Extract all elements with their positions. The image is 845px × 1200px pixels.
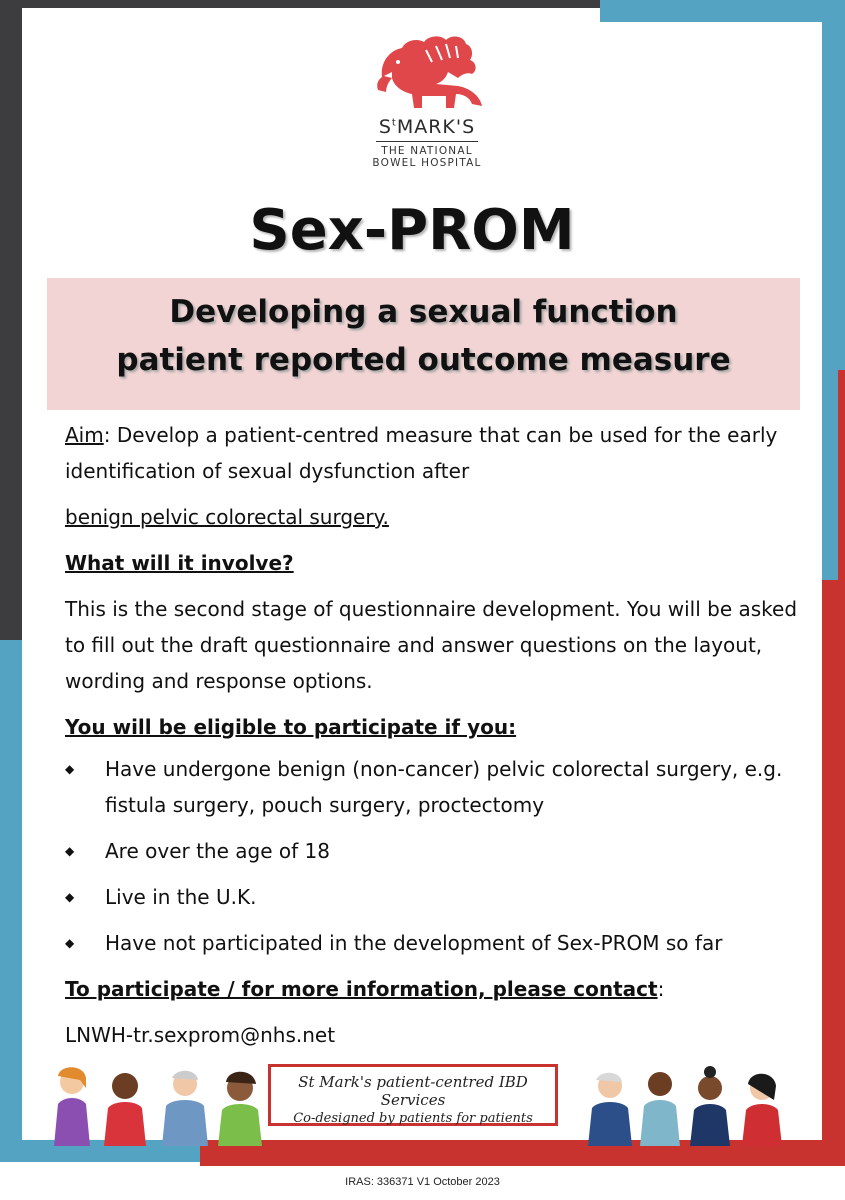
logo-name: $S^tMARK'S$: [378, 116, 476, 138]
diamond-bullet-icon: ◆: [65, 936, 75, 950]
list-item: ◆ Live in the U.K.: [65, 879, 805, 915]
contact-email[interactable]: LNWH-tr.sexprom@nhs.net: [65, 1023, 336, 1047]
banner-line1: St Mark's patient-centred IBD Services: [298, 1073, 528, 1109]
eligibility-list: [65, 751, 805, 961]
poster-page: [22, 22, 822, 1140]
list-item: ◆ Have not participated in the development of Sex-PROM so far: [65, 925, 805, 961]
poster-content: [65, 417, 805, 1053]
iras-footer: IRAS: 336371 V1 October 2023: [345, 1176, 500, 1188]
poster-title: Sex-PROM: [249, 198, 575, 263]
list-item: ◆ Have undergone benign (non-cancer) pelvic colorectal surgery, e.g. fistula surgery, pouch surgery, proctectomy: [65, 751, 805, 823]
subtitle-line1: Developing a sexual function: [169, 294, 678, 330]
frame-band-left-blue: [0, 640, 22, 1160]
frame-band-top-dark: [0, 0, 640, 8]
aim-text: : Develop a patient-centred measure that can be used for the early identification of sexual dysfunction after: [65, 423, 778, 483]
involve-heading: What will it involve?: [65, 551, 294, 575]
contact-heading: To participate / for more information, please contact:: [65, 977, 665, 1001]
eligible-heading: You will be eligible to participate if you:: [65, 715, 517, 739]
diamond-bullet-icon: ◆: [65, 890, 75, 904]
st-marks-logo: [352, 32, 502, 169]
frame-band-top-blue: [600, 0, 845, 22]
subtitle-line2: patient reported outcome measure: [116, 342, 731, 378]
frame-band-right-red-accent: [838, 370, 845, 590]
list-item: ◆ Are over the age of 18: [65, 833, 805, 869]
frame-band-left-dark: [0, 0, 22, 655]
frame-band-right-red: [822, 580, 845, 1165]
subtitle: [47, 278, 800, 384]
diamond-bullet-icon: ◆: [65, 844, 75, 858]
subtitle-box: [47, 278, 800, 410]
logo-subtitle-line1: THE NATIONAL: [381, 145, 473, 157]
ibd-banner-box: [268, 1064, 558, 1126]
involve-text: This is the second stage of questionnaire development. You will be asked to fill out the draft questionnaire and answer questions on the layout, wording and response options.: [65, 597, 798, 693]
winged-lion-icon: [362, 32, 492, 114]
aim-label: Aim: [65, 423, 104, 447]
banner-line2: Co-designed by patients for patients: [293, 1111, 533, 1126]
aim-paragraph: [65, 417, 805, 489]
aim-text-underlined: benign pelvic colorectal surgery.: [65, 505, 389, 529]
logo-subtitle-line2: BOWEL HOSPITAL: [372, 157, 482, 169]
logo-divider: [376, 141, 478, 142]
ibd-services-banner: [50, 1056, 795, 1146]
diamond-bullet-icon: ◆: [65, 762, 75, 776]
